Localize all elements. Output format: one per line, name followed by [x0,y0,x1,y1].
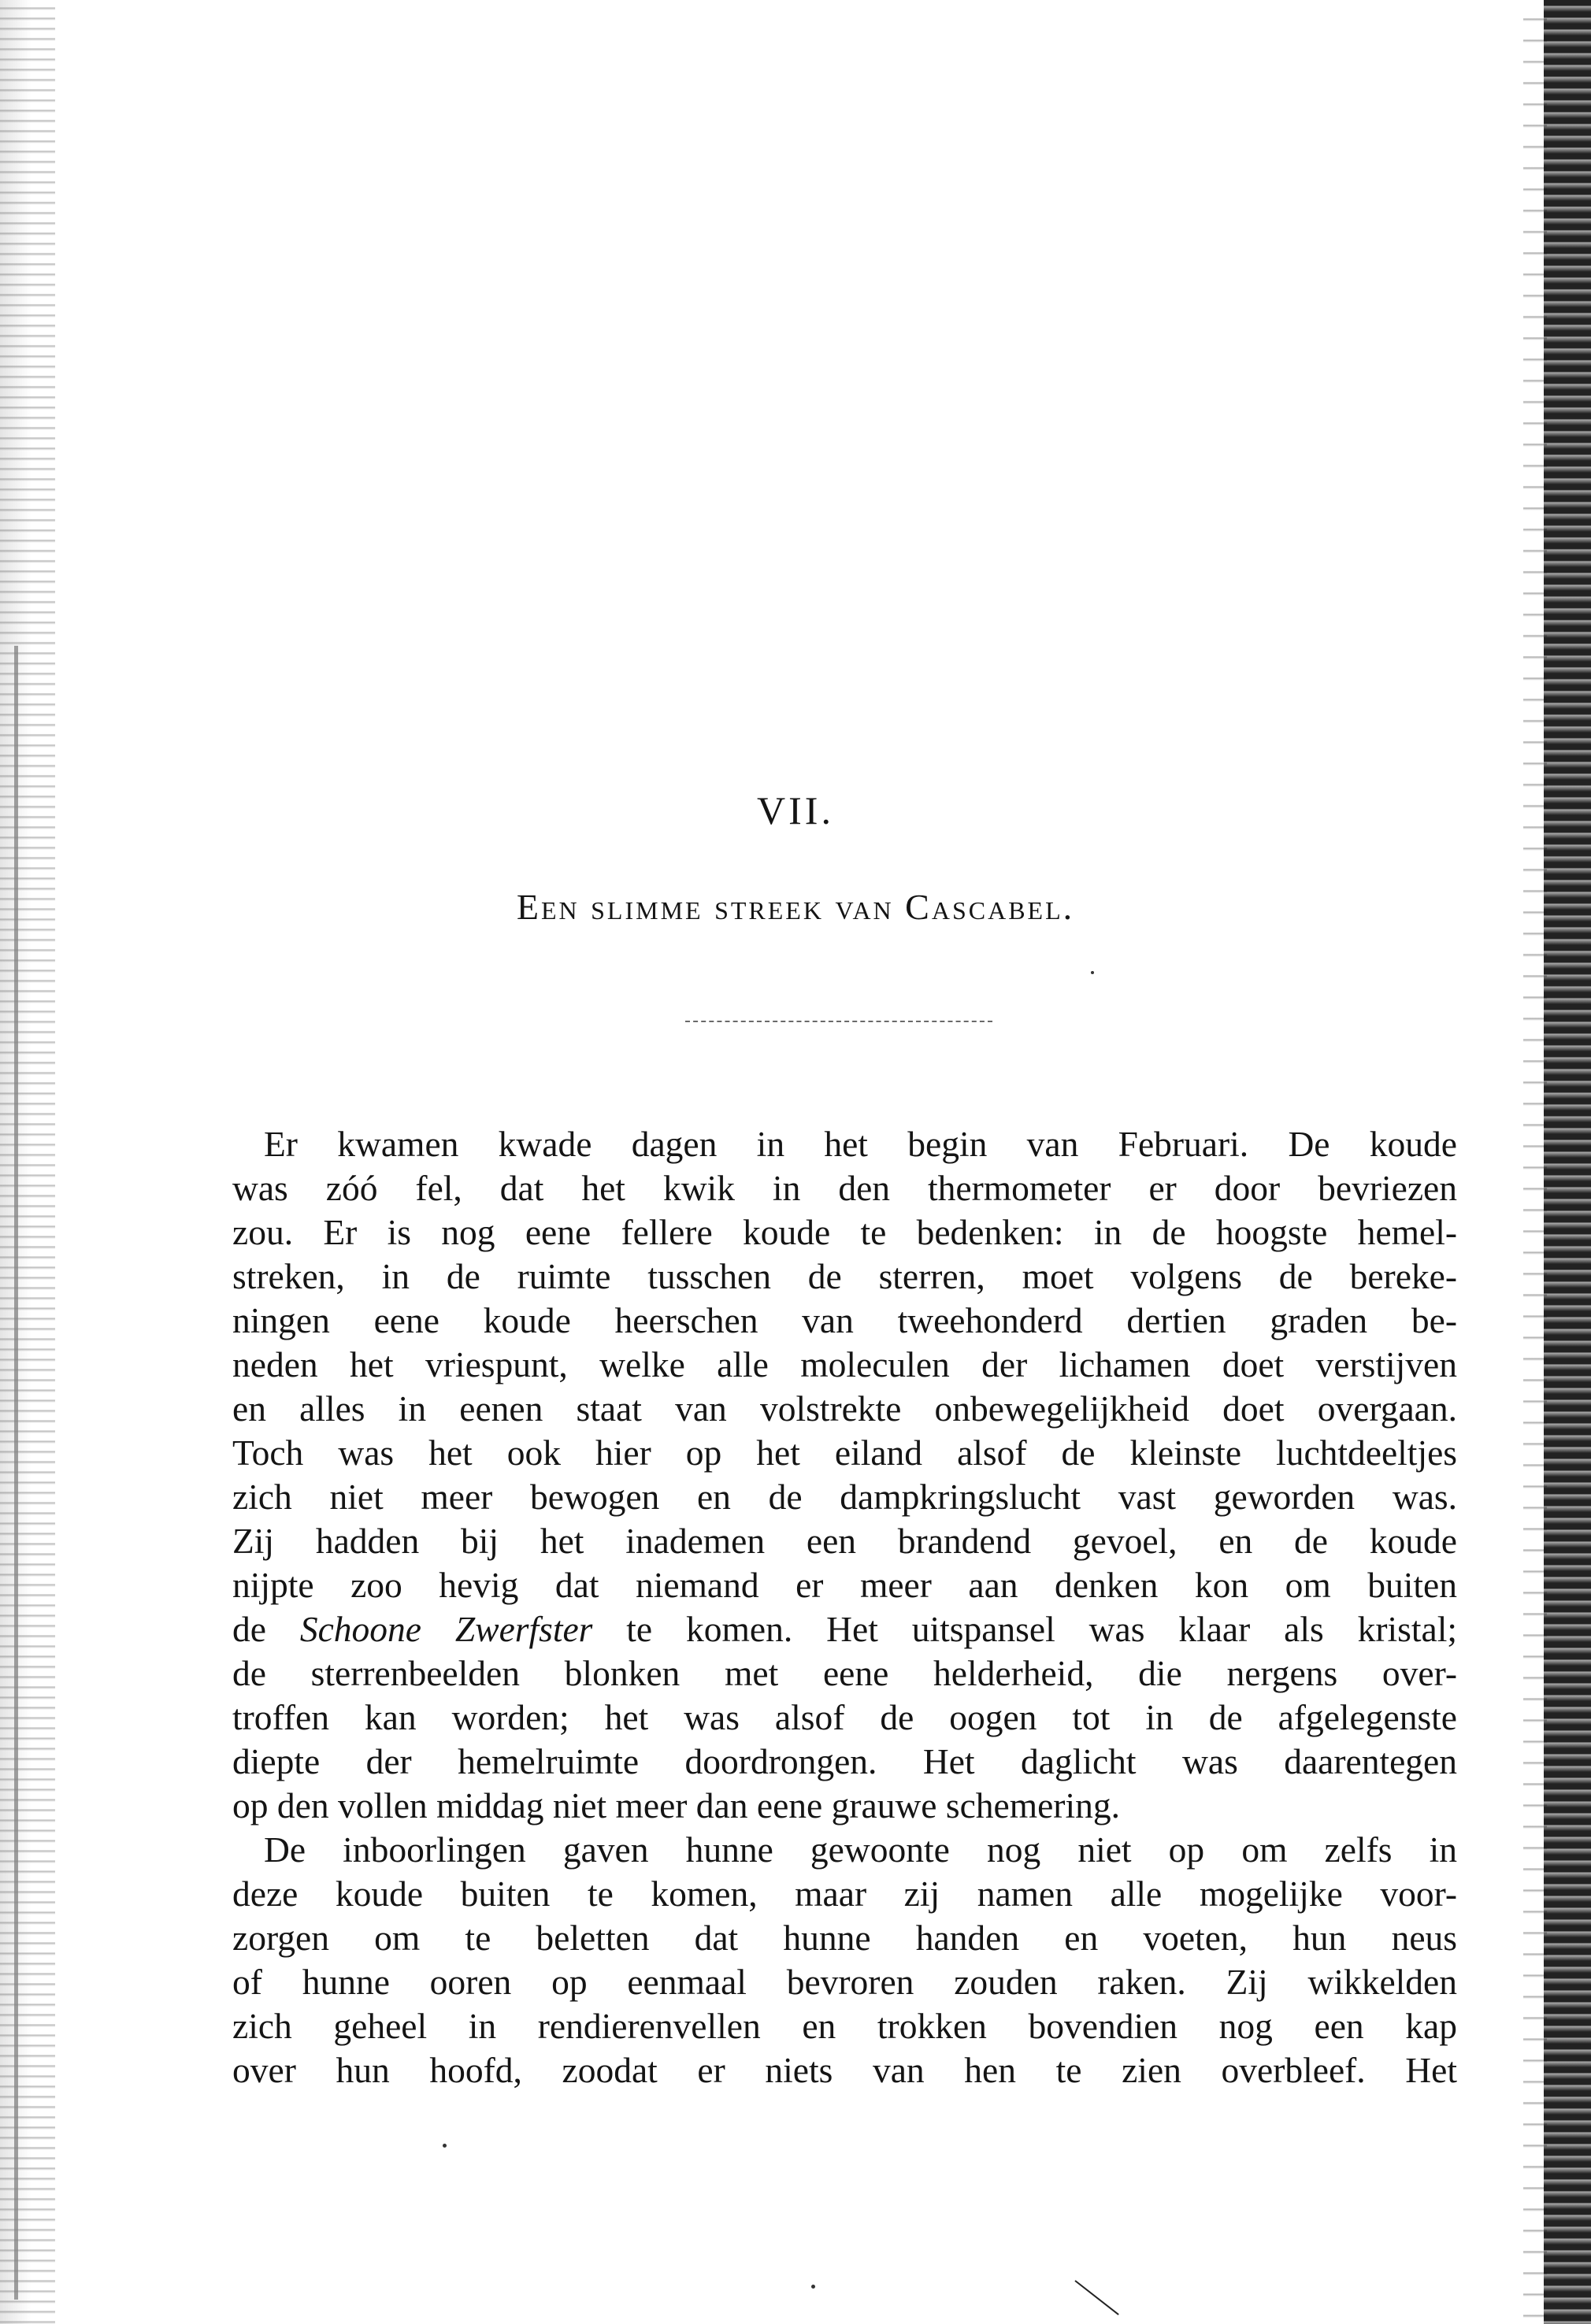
ship-name: Schoone Zwerfster [299,1609,593,1649]
text-line: diepte der hemelruimte doordrongen. Het daglicht was daarentegen [232,1741,1457,1781]
text-line-with-italic [232,1607,1457,1651]
text-line: of hunne ooren op eenmaal bevroren zouden raken. Zij wikkelden [232,1962,1457,2002]
scan-right-edge [1544,0,1591,2324]
text-line: troffen kan worden; het was alsof de oogen tot in de afgelegenste [232,1697,1457,1737]
scan-stroke [1074,2280,1118,2315]
text-line: was zóó fel, dat het kwik in den thermometer er door bevriezen [232,1168,1457,1208]
text-line: Er kwamen kwade dagen in het begin van Februari. De koude [264,1124,1457,1164]
text-line: zich niet meer bewogen en de dampkringslucht vast geworden was. [232,1477,1457,1517]
text-line: streken, in de ruimte tusschen de sterren, moet volgens de bereke- [232,1256,1457,1296]
text-line: over hun hoofd, zoodat er niets van hen te zien overbleef. Het [232,2050,1457,2090]
scan-speck [811,2285,815,2289]
text-segment: de [232,1609,300,1649]
text-line: op den vollen middag niet meer dan eene grauwe schemering. [232,1785,1120,1825]
text-line: zich geheel in rendierenvellen en trokken bovendien nog een kap [232,2006,1457,2046]
text-line: neden het vriespunt, welke alle moleculen der lichamen doet verstijven [232,1344,1457,1384]
scan-speck [443,2144,447,2148]
paragraph-1 [232,1122,1457,1828]
text-line: deze koude buiten te komen, maar zij namen alle mogelijke voor- [232,1874,1457,1914]
text-line: De inboorlingen gaven hunne gewoonte nog niet op om zelfs in [264,1829,1457,1870]
paragraph-2 [232,1828,1457,2092]
text-line: de sterrenbeelden blonken met eene helderheid, die nergens over- [232,1653,1457,1693]
scan-speck [1091,971,1094,974]
chapter-title: Een slimme streek van Cascabel. [516,887,1075,927]
title-rule [685,1021,992,1022]
scan-edge-speckle [1523,0,1547,2324]
text-line: nijpte zoo hevig dat niemand er meer aan denken kon om buiten [232,1565,1457,1605]
text-line: Toch was het ook hier op het eiland alsof de kleinste luchtdeeltjes [232,1433,1457,1473]
text-line: Zij hadden bij het inademen een brandend gevoel, en de koude [232,1521,1457,1561]
text-line: zorgen om te beletten dat hunne handen en voeten, hun neus [232,1918,1457,1958]
text-line: en alles in eenen staat van volstrekte onbewegelijkheid doet overgaan. [232,1388,1457,1429]
scan-left-edge [0,0,55,2324]
text-segment: te komen. Het uitspansel was klaar als kristal; [592,1609,1457,1649]
body-text [232,1122,1457,2092]
chapter-number: VII. [757,788,834,832]
text-line: zou. Er is nog eene fellere koude te bedenken: in de hoogste hemel- [232,1212,1457,1252]
text-line: ningen eene koude heerschen van tweehonderd dertien graden be- [232,1300,1457,1340]
